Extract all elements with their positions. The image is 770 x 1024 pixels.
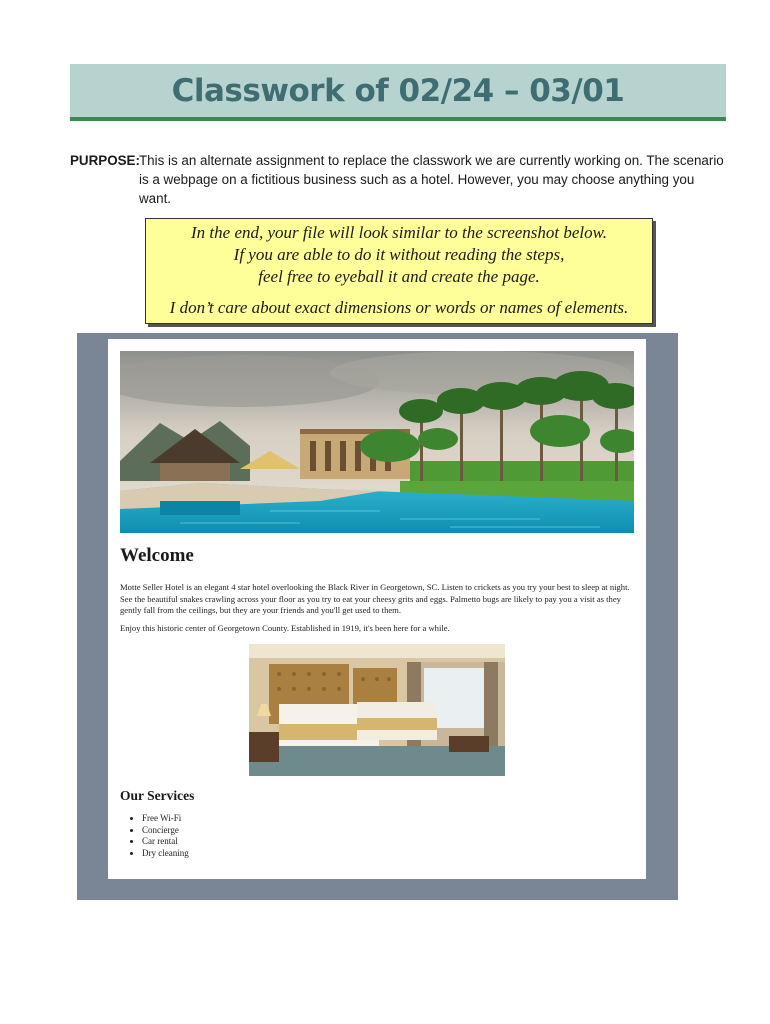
page-title: Classwork of 02/24 – 03/01 [171, 72, 625, 109]
list-item: • Concierge [142, 825, 189, 837]
list-item: • Car rental [142, 836, 189, 848]
title-banner [70, 64, 726, 121]
note-line: In the end, your file will look similar to the screenshot below. [191, 223, 607, 242]
list-item: • Dry cleaning [142, 848, 189, 860]
services-list [130, 813, 189, 859]
purpose-section [70, 151, 730, 208]
note-line: I don’t care about exact dimensions or words or names of elements. [169, 298, 629, 317]
history-text: Enjoy this historic center of Georgetown County. Established in 1919, it's been here for a while. [120, 623, 450, 633]
services-heading: Our Services [120, 788, 195, 803]
resort-pool-palms-image [120, 351, 634, 533]
hotel-description: Motte Seller Hotel is an elegant 4 star hotel overlooking the Black River in Georgetown, SC. Listen to crickets as you try your best to sleep at night. See the beautiful snakes crawling across your floor as you try to eat your cheesy grits and eggs. Palmetto bugs are likely to pay you a visit as they gently fall from the ceilings, but they are your friends and you'll get used to them. [120, 582, 630, 616]
note-box [145, 218, 653, 324]
purpose-label: PURPOSE: [70, 153, 140, 168]
welcome-heading: Welcome [120, 545, 194, 566]
list-item: • Free Wi-Fi [142, 813, 189, 825]
screenshot-frame [77, 333, 678, 900]
note-line: If you are able to do it without reading the steps, [233, 245, 565, 264]
note-line: feel free to eyeball it and create the page. [258, 267, 540, 286]
purpose-text: This is an alternate assignment to replace the classwork we are currently working on. The scenario is a webpage on a fictitious business such as a hotel. However, you may choose anything you want. [139, 153, 724, 206]
sample-webpage [108, 339, 646, 879]
hotel-room-twin-beds-image [249, 644, 505, 776]
